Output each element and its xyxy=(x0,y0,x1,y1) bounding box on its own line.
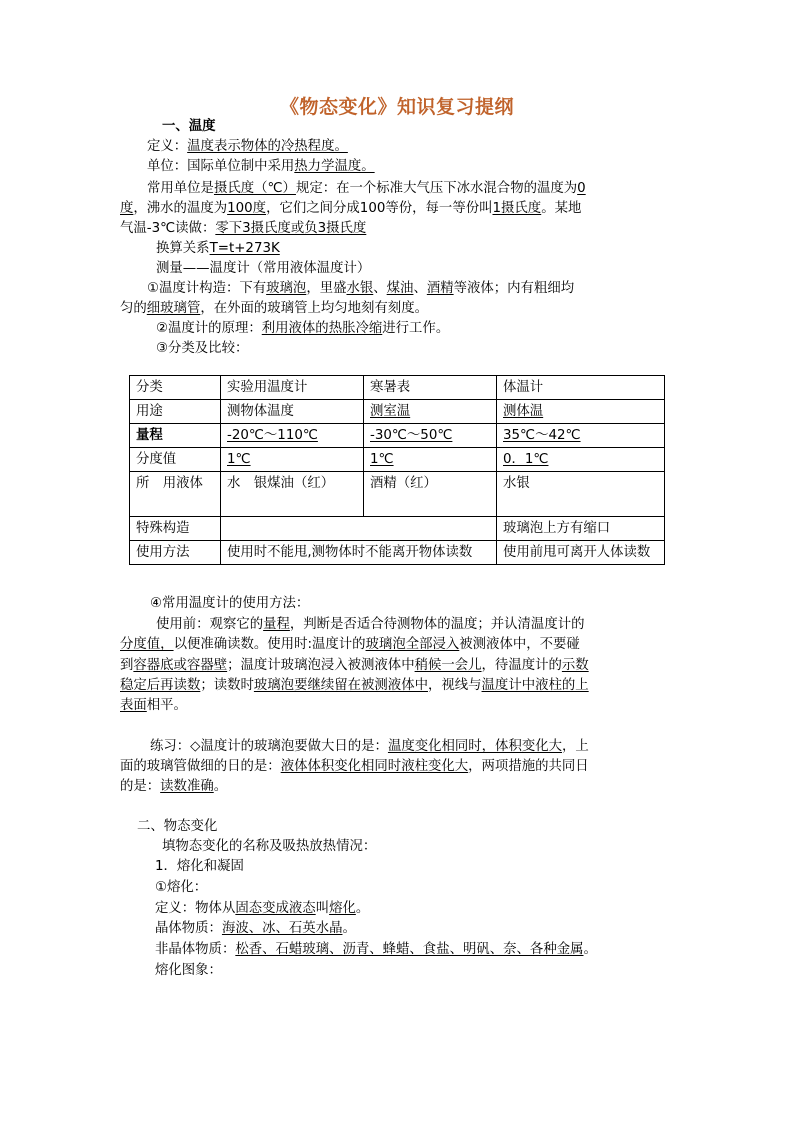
thermometer-structure-2: 匀的细玻璃管，在外面的玻璃管上均匀地刻有刻度。 xyxy=(120,301,428,316)
table-cell: 分度值 xyxy=(130,448,221,472)
usage-line-5: 表面相平。 xyxy=(120,698,187,713)
table-header-cell: 实验用温度计 xyxy=(221,376,364,400)
table-cell: 水银 xyxy=(497,472,665,517)
state-change-intro: 填物态变化的名称及吸热放热情况： xyxy=(162,839,377,854)
section-heading-temperature: 一、温度 xyxy=(162,119,216,134)
temperature-unit: 单位：国际单位制中采用热力学温度。 xyxy=(147,159,375,174)
crystal-substances: 晶体物质：海波、冰、石英水晶。 xyxy=(155,921,356,936)
table-row xyxy=(130,517,665,541)
table-cell: 测室温 xyxy=(364,400,497,424)
table-cell: -20℃～110℃ xyxy=(221,424,364,448)
table-cell: 使用时不能甩,测物体时不能离开物体读数 xyxy=(221,541,497,565)
table-header-cell: 寒暑表 xyxy=(364,376,497,400)
table-cell: 所 用液体 xyxy=(130,472,221,517)
usage-line-3: 到容器底或容器壁；温度计玻璃泡浸入被测液体中稍候一会儿，待温度计的示数 xyxy=(120,658,589,673)
melting-graph-label: 熔化图象： xyxy=(155,963,222,978)
table-row xyxy=(130,472,665,517)
table-row xyxy=(130,424,665,448)
celsius-line-3: 气温-3℃读做：零下3摄氏度或负3摄氏度 xyxy=(120,221,367,236)
table-row xyxy=(130,448,665,472)
thermometer-structure-1: ①温度计构造：下有玻璃泡，里盛水银、煤油、酒精等液体；内有粗细均 xyxy=(147,281,575,296)
table-header-cell: 体温计 xyxy=(497,376,665,400)
table-cell: 水 银煤油（红） xyxy=(221,472,364,517)
table-cell: 测体温 xyxy=(497,400,665,424)
table-cell: 0．1℃ xyxy=(497,448,665,472)
table-cell: 1℃ xyxy=(364,448,497,472)
table-cell: 用途 xyxy=(130,400,221,424)
table-cell: -30℃～50℃ xyxy=(364,424,497,448)
temperature-definition: 定义：温度表示物体的冷热程度。 xyxy=(147,139,348,154)
table-cell: 测物体温度 xyxy=(221,400,364,424)
conversion-formula: 换算关系T=t+273K xyxy=(156,241,280,256)
practice-line-1: 练习：◇温度计的玻璃泡要做大日的是：温度变化相同时，体积变化大，上 xyxy=(150,739,589,754)
usage-line-4: 稳定后再读数；读数时玻璃泡要继续留在被测液体中，视线与温度计中液柱的上 xyxy=(120,678,589,693)
usage-heading: ④常用温度计的使用方法： xyxy=(150,596,310,611)
thermometer-comparison-table xyxy=(129,375,665,565)
page-title: 《物态变化》知识复习提纲 xyxy=(279,96,514,118)
table-cell: 1℃ xyxy=(221,448,364,472)
table-cell: 35℃～42℃ xyxy=(497,424,665,448)
table-cell: 酒精（红） xyxy=(364,472,497,517)
table-cell: 使用前甩可离开人体读数 xyxy=(497,541,665,565)
usage-line-1: 使用前：观察它的量程，判断是否适合待测物体的温度；并认清温度计的 xyxy=(156,617,585,632)
table-header-cell: 分类 xyxy=(130,376,221,400)
measurement-line: 测量——温度计（常用液体温度计） xyxy=(156,261,371,276)
table-header-row xyxy=(130,376,665,400)
practice-line-3: 的是：读数准确。 xyxy=(120,779,228,794)
classification-heading: ③分类及比较： xyxy=(156,341,249,356)
melting-definition: 定义：物体从固态变成液态叫熔化。 xyxy=(155,901,370,916)
table-row xyxy=(130,400,665,424)
usage-line-2: 分度值，以便准确读数。使用时:温度计的玻璃泡全部浸入被测液体中，不要碰 xyxy=(120,637,580,652)
table-cell xyxy=(221,517,497,541)
non-crystal-substances: 非晶体物质：松香、石蜡玻璃、沥青、蜂蜡、食盐、明矾、奈、各种金属。 xyxy=(155,942,597,957)
table-cell: 量程 xyxy=(130,424,221,448)
subsection-melting-freezing: 1．熔化和凝固 xyxy=(155,859,244,874)
table-cell: 使用方法 xyxy=(130,541,221,565)
thermometer-principle: ②温度计的原理：利用液体的热胀冷缩进行工作。 xyxy=(156,321,450,336)
celsius-line-2: 度，沸水的温度为100度，它们之间分成100等份，每一等份叫1摄氏度。某地 xyxy=(120,201,582,216)
table-row xyxy=(130,541,665,565)
table-cell: 特殊构造 xyxy=(130,517,221,541)
table-cell: 玻璃泡上方有缩口 xyxy=(497,517,665,541)
celsius-line-1: 常用单位是摄氏度（℃）规定：在一个标准大气压下冰水混合物的温度为0 xyxy=(147,181,586,196)
melting-heading: ①熔化： xyxy=(155,880,208,895)
practice-line-2: 面的玻璃管做细的日的是：液体体积变化相同时液柱变化大，两项措施的共同日 xyxy=(120,759,589,774)
section-heading-state-change: 二、物态变化 xyxy=(137,819,218,834)
